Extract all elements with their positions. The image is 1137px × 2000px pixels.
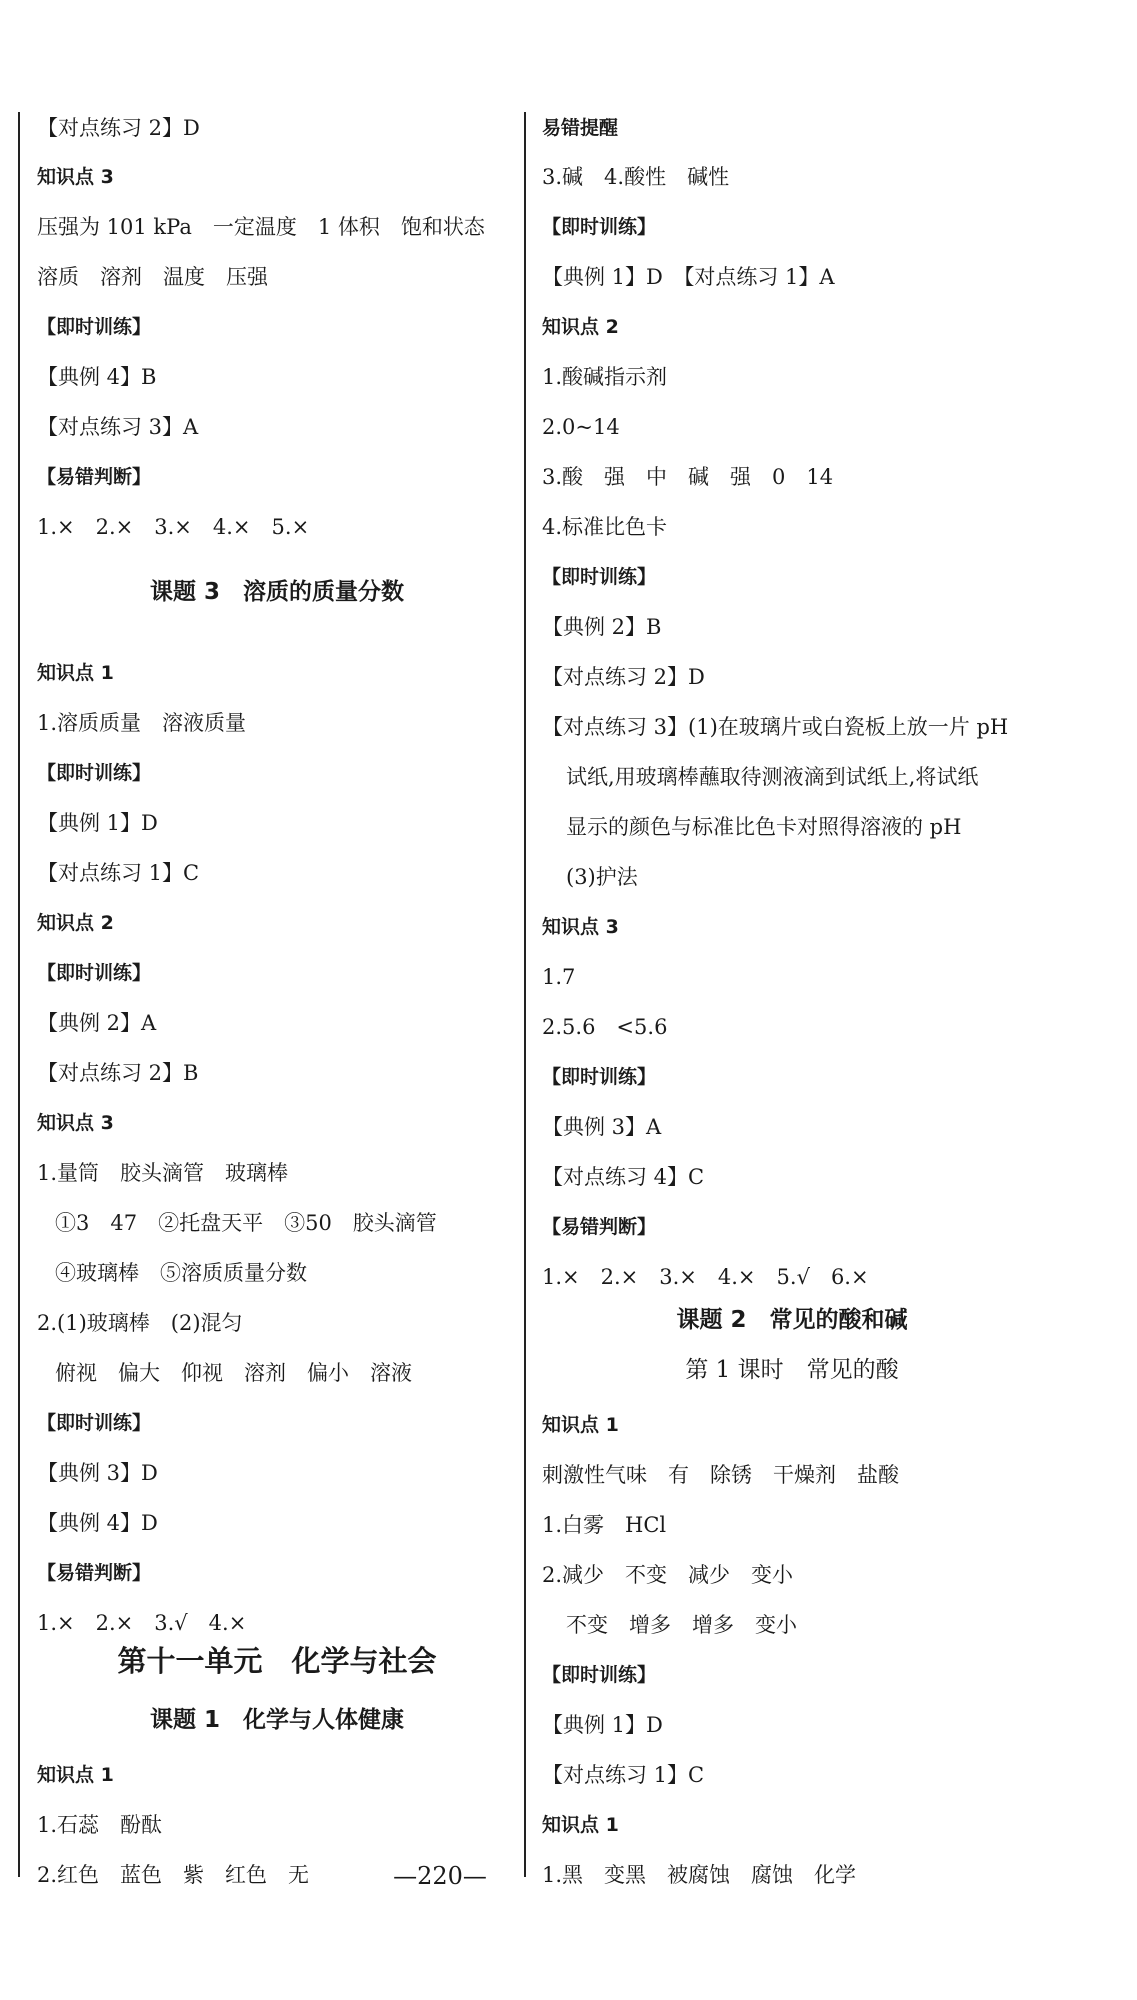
answer-line: 2.(1)玻璃棒 (2)混匀	[37, 1311, 243, 1335]
section-heading: 【易错判断】	[37, 466, 152, 488]
answer-line: ④玻璃棒 ⑤溶质质量分数	[55, 1261, 307, 1285]
answer-line: 2.5.6 <5.6	[542, 1015, 668, 1039]
answer-line: 【典例 4】D	[37, 1511, 158, 1535]
section-heading: 【即时训练】	[37, 762, 152, 784]
answer-line: 1.黑 变黑 被腐蚀 腐蚀 化学	[542, 1863, 857, 1887]
column-divider	[524, 112, 526, 1877]
unit-title: 第十一单元 化学与社会	[117, 1644, 437, 1678]
answer-line: 1.× 2.× 3.× 4.× 5.√ 6.×	[542, 1265, 869, 1289]
left-margin-rule	[18, 112, 20, 1877]
section-heading: 易错提醒	[542, 117, 619, 139]
section-heading: 【即时训练】	[37, 962, 152, 984]
answer-line: 试纸,用玻璃棒蘸取待测液滴到试纸上,将试纸	[566, 765, 979, 789]
answer-line: 【典例 3】A	[542, 1115, 662, 1139]
answer-line: 【典例 3】D	[37, 1461, 158, 1485]
section-heading: 【易错判断】	[542, 1216, 657, 1238]
section-heading: 【即时训练】	[542, 1664, 657, 1686]
answer-line: 1.量筒 胶头滴管 玻璃棒	[37, 1161, 289, 1185]
answer-line: 【典例 1】D 【对点练习 1】A	[542, 265, 835, 289]
answer-line: 【对点练习 4】C	[542, 1165, 705, 1189]
section-heading: 知识点 1	[37, 1764, 114, 1786]
lesson-title: 课题 3 溶质的质量分数	[149, 579, 404, 605]
section-heading: 【即时训练】	[542, 1066, 657, 1088]
lesson-title: 课题 1 化学与人体健康	[149, 1707, 404, 1733]
answer-line: 3.碱 4.酸性 碱性	[542, 165, 730, 189]
answer-line: 【对点练习 2】D	[37, 116, 200, 140]
answer-line: 【典例 1】D	[37, 811, 158, 835]
answer-line: (3)护法	[566, 865, 638, 889]
answer-line: 1.× 2.× 3.× 4.× 5.×	[37, 515, 310, 539]
lesson-title: 课题 2 常见的酸和碱	[676, 1307, 908, 1333]
answer-line: 3.酸 强 中 碱 强 0 14	[542, 465, 834, 489]
section-heading: 知识点 3	[37, 1112, 114, 1134]
answer-line: 2.减少 不变 减少 变小	[542, 1563, 794, 1587]
answer-line: 【对点练习 1】C	[542, 1763, 705, 1787]
answer-line: 【典例 1】D	[542, 1713, 663, 1737]
answer-line: 【对点练习 2】B	[37, 1061, 199, 1085]
section-heading: 知识点 1	[542, 1814, 619, 1836]
answer-line: 刺激性气味 有 除锈 干燥剂 盐酸	[542, 1463, 899, 1487]
section-heading: 【即时训练】	[37, 316, 152, 338]
answer-line: 【对点练习 3】A	[37, 415, 199, 439]
answer-line: 【典例 2】B	[542, 615, 662, 639]
answer-line: 【典例 4】B	[37, 365, 157, 389]
answer-line: 溶质 溶剂 温度 压强	[37, 265, 268, 289]
page-number: —220—	[393, 1862, 487, 1890]
section-heading: 知识点 2	[37, 912, 114, 934]
answer-line: 1.溶质质量 溶液质量	[37, 711, 247, 735]
answer-line: 2.红色 蓝色 紫 红色 无	[37, 1863, 310, 1887]
answer-line: 不变 增多 增多 变小	[566, 1613, 797, 1637]
answer-line: 显示的颜色与标准比色卡对照得溶液的 pH	[566, 815, 962, 839]
section-heading: 知识点 1	[37, 662, 114, 684]
answer-line: 压强为 101 kPa 一定温度 1 体积 饱和状态	[37, 215, 485, 239]
answer-line: 【典例 2】A	[37, 1011, 157, 1035]
section-heading: 【即时训练】	[542, 216, 657, 238]
answer-line: 2.0~14	[542, 415, 620, 439]
answer-line: 1.酸碱指示剂	[542, 365, 668, 389]
section-heading: 【易错判断】	[37, 1562, 152, 1584]
answer-line: 1.× 2.× 3.√ 4.×	[37, 1611, 247, 1635]
answer-line: 俯视 偏大 仰视 溶剂 偏小 溶液	[55, 1361, 412, 1385]
answer-line: 4.标准比色卡	[542, 515, 668, 539]
answer-line: 1.7	[542, 965, 576, 989]
answer-line: 【对点练习 2】D	[542, 665, 705, 689]
answer-line: 1.白雾 HCl	[542, 1513, 667, 1537]
section-heading: 知识点 2	[542, 316, 619, 338]
answer-line: 【对点练习 1】C	[37, 861, 200, 885]
section-heading: 【即时训练】	[542, 566, 657, 588]
section-heading: 知识点 3	[37, 166, 114, 188]
answer-line: 【对点练习 3】(1)在玻璃片或白瓷板上放一片 pH	[542, 715, 1009, 739]
section-heading: 知识点 3	[542, 916, 619, 938]
answer-line: ①3 47 ②托盘天平 ③50 胶头滴管	[55, 1211, 437, 1235]
section-heading: 知识点 1	[542, 1414, 619, 1436]
answer-line: 1.石蕊 酚酞	[37, 1813, 163, 1837]
period-title: 第 1 课时 常见的酸	[685, 1357, 899, 1383]
section-heading: 【即时训练】	[37, 1412, 152, 1434]
